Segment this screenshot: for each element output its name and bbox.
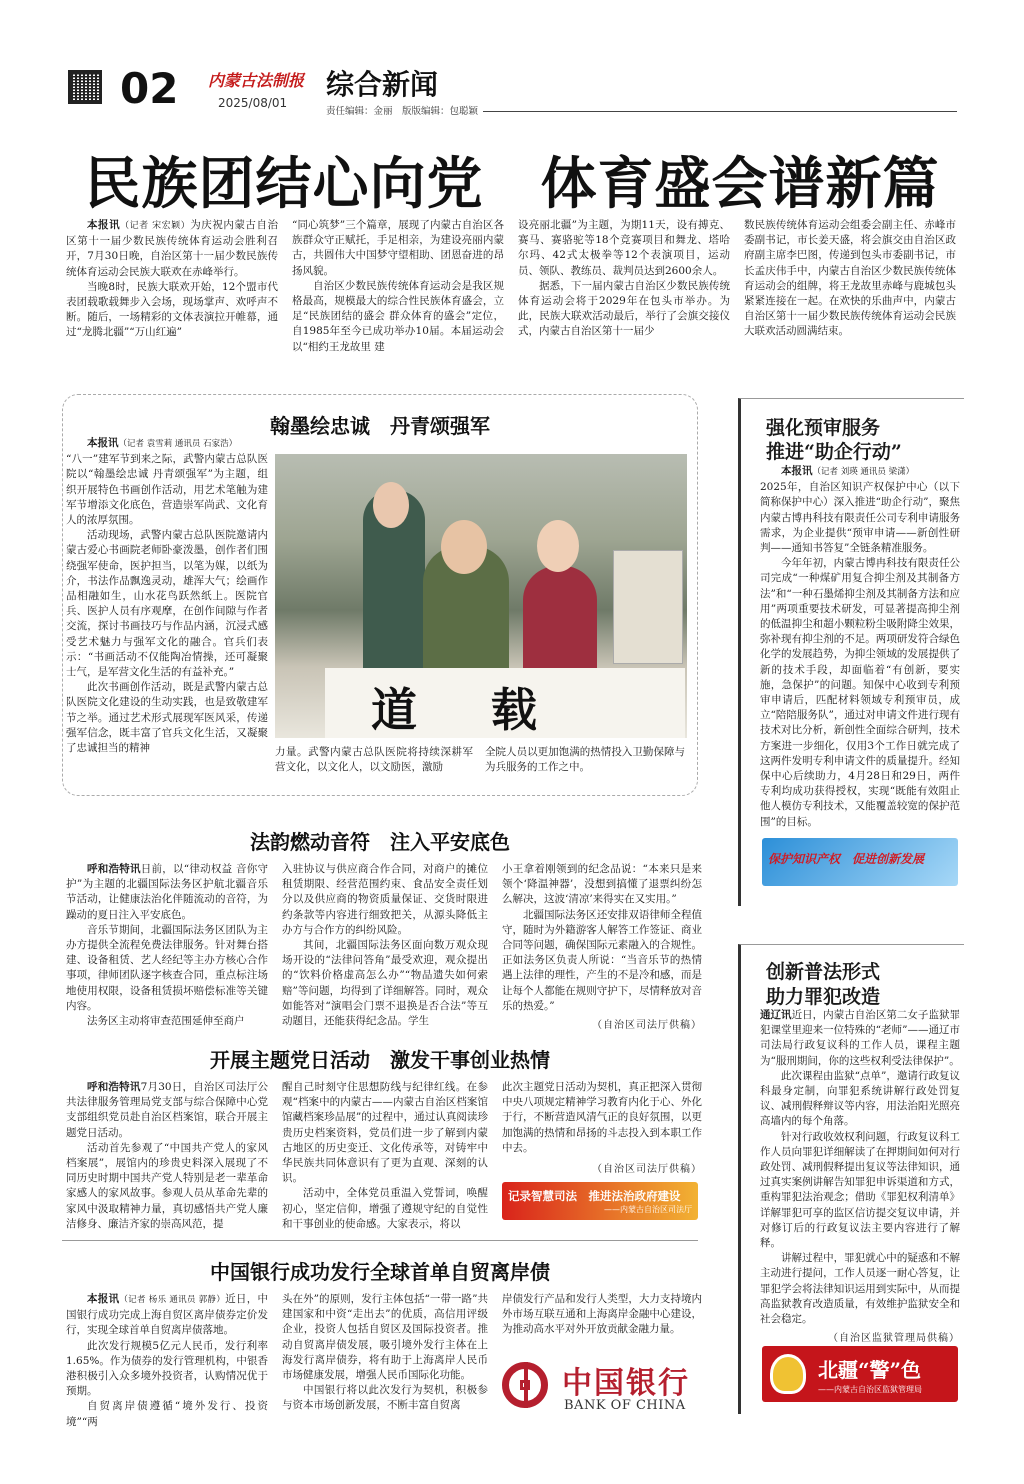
main-article-col2: “同心筑梦”三个篇章，展现了内蒙古自治区各族群众守正赋托，手足相亲，为建设亮丽内蒙古，共圆伟大中国梦守望相助、团恩奋进的昂扬风貌。 自治区少数民族传统体育运动会是我区规格最高，规模最大的综合性民族体育盛会，立足“民族团结的盛会 群众体育的盛会”定位，自1985年至今已成功举办10届。本届运动会以“相约王龙故里 建 <box>292 219 504 353</box>
prison-credit: （自治区监狱管理局供稿） <box>828 1333 960 1345</box>
photo-officer-face <box>441 520 487 574</box>
photo-easel <box>613 550 683 664</box>
party-day-col2: 醒自己时刻守住思想防线与纪律红线。在参观“档案中的内蒙古——内蒙古自治区档案馆馆藏档案珍品展”的过程中，通过认真阅读珍贵历史档案资料，党员们进一步了解到内蒙古地区的历史变迁、文化传承等，对铸牢中华民族共同体意识有了更为直观、深刻的认识。 活动中，全体党员重温入党誓词，唤醒初心，坚定信仰，增强了遵规守纪的自觉性和干事创业的使命感。大家表示，将以 <box>282 1081 488 1230</box>
main-byline: 本报讯 <box>87 219 121 231</box>
main-article-col1: 本报讯（记者 宋宏颖）为庆祝内蒙古自治区第十一届少数民族传统体育运动会胜利召开，7月30日晚，自治区第十一届少数民族传统体育运动会民族大联欢在赤峰举行。 当晚8时，民族大联欢开始，12个盟市代表团载歌载舞步入会场，现场掌声、欢呼声不断。随后，一场精彩的文体表演拉开帷幕，通过“龙腾北疆”“万山红遍” <box>66 219 278 339</box>
boc-col1: 本报讯（记者 杨乐 通讯员 郭静）近日，中国银行成功完成上海自贸区离岸债券定价发行，实现全球首单自贸离岸债落地。 此次发行规模5亿元人民币，发行利率1.65%。作为债券的发行管理机构，中银香港积极引入众多境外投资者，认购情况优于预期。 自贸离岸债遵循“境外发行、投资境”“两 <box>66 1293 269 1428</box>
prison-headline: 创新普法形式 助力罪犯改造 <box>766 961 881 1008</box>
calligraphy-headline: 翰墨绘忠诚 丹青颂强军 <box>270 414 490 438</box>
ip-headline: 强化预审服务 推进“助企行动” <box>766 417 902 463</box>
boc-col3: 岸债发行产品和发行人类型，大力支持境内外市场互联互通和上海离岸金融中心建设，为推动高水平对外开放贡献金融力量。 <box>502 1293 702 1336</box>
main-article-col3: 设亮丽北疆”为主题，为期11天，设有搏克、赛马、赛骆驼等18个竞赛项目和舞龙、塔哈尔玛、42式太极拳等12个表演项目，运动员、领队、教练员、裁判员达到2600余人。 据悉，下一届内蒙古自治区少数民族传统体育运动会将于2029年在包头市举办。为此，民族大联欢活动最后，举行了会旗交接仪式，内蒙古自治区第十一届少 <box>518 219 730 338</box>
party-day-headline: 开展主题党日活动 激发干事创业热情 <box>210 1048 550 1072</box>
music-festival-col2: 入驻协议与供应商合作合同，对商户的摊位租赁期限、经营范围约束、食品安全责任划分以及供应商的物资质量保证、交货时限进约条款等内容进行细致把关，从源头降低主办方与合作方的纠纷风险。 其间，北疆国际法务区面向数万观众现场开设的“法律问答角”最受欢迎，观众提出的“饮料价格虚高怎么办”“物品遗失如何索赔”等问题，均得到了详细解答。同时，观众如能答对“演唱会门票不退换是否合法”等互动题目，还能获得纪念品。学生 <box>282 863 488 1028</box>
photo-calligraphy-characters: 道 载 <box>371 683 551 737</box>
music-festival-col1: 呼和浩特讯日前，以“律动权益 音你守护”为主题的北疆国际法务区护航北疆音乐节活动，让健康法治化伴随流动的音符，为躁动的夏日注入平安底色。 音乐节期间，北疆国际法务区团队为主办方提供全流程免费法律服务。针对舞台搭建、设备租赁、艺人经纪等主办方核心合作事项，律师团队逐字核查合同，重点标注场地使用权限，设备租赁损坏赔偿标准等关键内容。 法务区主动将审查范围延伸至商户 <box>66 863 268 1028</box>
police-badge-icon <box>770 1354 806 1394</box>
calligraphy-text-col1: 本报讯（记者 袁雪莉 通讯员 石家浩） “八一”建军节到来之际，武警内蒙古总队医院以“翰墨绘忠诚 丹青颂强军”为主题，组织开展特色书画创作活动，用艺术笔触为建军节增添文化底色，营造崇军尚武、文化育人的浓厚氛围。 活动现场，武警内蒙古总队医院邀请内蒙古爱心书画院老师卧豪泼墨，创作者们围绕强军使命，医护担当，以笔为媒，以纸为介，书法作品飘逸灵动，雄浑大气；绘画作品相融如生，山水花鸟跃然纸上。医院官兵、医护人员有序观摩，在创作间隙与作者交流，探讨书画技巧与作品内涵，沉浸式感受艺术魅力与强军文化的融合。官兵们表示：“书画活动不仅能陶冶情操，还可凝聚士气，是军营文化生活的有益补充。” 此次书画创作活动，既是武警内蒙古总队医院文化建设的生动实践，也是致敬建军节之举。通过艺术形式展现军医风采，传递强军信念，既丰富了官兵文化生活，又凝聚了忠诚担当的精神 <box>66 437 268 755</box>
party-day-credit: （自治区司法厅供稿） <box>592 1164 702 1176</box>
page-number: 02 <box>120 64 179 113</box>
boc-col2: 头在外”的原则，发行主体包括“一带一路”共建国家和中资“走出去”的优质，高信用评级企业，投资人包括自贸区及国际投资者。推动自贸离岸债发展，吸引境外发行主体在上海发行离岸债券，将有助于上海离岸人民币市场健康发展，增强人民币国际化功能。 中国银行将以此次发行为契机，积极参与资本市场创新发展，不断丰富自贸离 <box>282 1293 488 1412</box>
qr-code <box>68 70 102 104</box>
boc-name-en: BANK OF CHINA <box>564 1398 686 1413</box>
boc-name-cn: 中国银行 <box>562 1366 690 1401</box>
party-day-col3: 此次主题党日活动为契机，真正把深入贯彻中央八项规定精神学习教育内化于心、外化于行，不断营造风清气正的良好氛围，以更加饱满的热情和昂扬的斗志投入到本职工作中去。 （自治区司法厅供稿） <box>502 1080 702 1177</box>
photo-artist-face <box>537 520 579 572</box>
police-banner: 北疆“警”色 ——内蒙古自治区监狱管理局 <box>762 1346 958 1402</box>
section-title: 综合新闻 <box>326 68 439 101</box>
photo-woman-left-face <box>373 482 409 528</box>
boc-emblem-icon <box>502 1362 548 1408</box>
music-festival-col3: 小王拿着刚领到的纪念品说：“本来只是来领个‘降温神器’，没想到搞懂了退票纠纷怎么解决，这波‘清凉’来得实在又实用。” 北疆国际法务区还安排双语律师全程值守，随时为外籍游客人解答工作签证、商业合同等问题，确保国际元素融入的合规性。正如法务区负责人所说：“当音乐节的热情遇上法律的理性，产生的不是冷和感，而是让每个人都能在规则守护下，尽情释放对音乐的热爱。” （自治区司法厅供稿） <box>502 862 702 1033</box>
section-divider <box>62 1240 698 1241</box>
smart-justice-banner: 记录智慧司法 推进法治政府建设 ——内蒙古自治区司法厅 <box>502 1182 698 1220</box>
issue-date: 2025/08/01 <box>218 96 288 110</box>
main-article-col4: 数民族传统体育运动会组委会副主任、赤峰市委副书记，市长姜天盛，将会旗交由自治区政府副主席李巴图，传递到包头市委副书记，市长孟庆伟手中，内蒙古自治区少数民族传统体育运动会的组牌，将王龙故里赤峰与鹿城包头紧紧连接在一起。在欢快的乐曲声中，内蒙古自治区第十一届少数民族传统体育运动会民族大联欢活动圆满结束。 <box>744 219 956 338</box>
calligraphy-text-col3: 全院人员以更加饱满的热情投入卫勤保障与为兵服务的工作之中。 <box>485 746 685 774</box>
calligraphy-photo <box>275 454 687 738</box>
boc-logo <box>502 1356 702 1416</box>
ip-banner: 保护知识产权 促进创新发展 <box>762 838 958 886</box>
music-festival-credit: （自治区司法厅供稿） <box>592 1020 702 1032</box>
prison-article: 通辽讯近日，内蒙古自治区第二女子监狱罪犯课堂里迎来一位特殊的“老师”——通辽市司法局行政复议科的工作人员，课程主题为“服刑期间，你的这些权利受法律保护”。 此次课程由监狱“点单”，邀请行政复议科最身定制，向罪犯系统讲解行政处罚复议、减刑假释辩议等内容，用法治阳光照亮高墙内的每个角落。 针对行政收效权利问题，行政复议科工作人员向罪犯详细解读了在押期间如何对行政处罚、减刑假释提出复议等法律知识，通过真实案例讲解告知罪犯申诉渠道和方式，重构罪犯法治观念；借助《罪犯权利清单》详解罪犯可享的监区信访提交复议申请，并对修订后的行政复议法主要内容进行了解释。 讲解过程中，罪犯就心中的疑惑和不解主动进行提问，工作人员逐一耐心答复，让罪犯学会将法律知识运用到实际中，从而提高监狱教育改造质量，有效维护监狱安全和社会稳定。 （自治区监狱管理局供稿） <box>760 1008 960 1346</box>
music-festival-headline: 法韵燃动音符 注入平安底色 <box>250 830 510 854</box>
editors-line: 责任编辑：金丽 版版编辑：包聪颖 <box>326 106 479 117</box>
party-day-col1: 呼和浩特讯7月30日，自治区司法厅公共法律服务管理局党支部与综合保障中心党支部组织党员赴自治区档案馆，联合开展主题党日活动。 活动首先参观了“中国共产党人的家风档案展”，展馆内的珍贵史料深入展现了不同历史时期中国共产党人特别是老一辈革命家感人的家风故事。参观人员从革命先辈的家风中汲取精神力量，真切感悟共产党人廉洁修身、廉洁齐家的崇高风范，提 <box>66 1081 269 1230</box>
boc-headline: 中国银行成功发行全球首单自贸离岸债 <box>210 1260 550 1284</box>
calligraphy-text-col2: 力量。武警内蒙古总队医院将持续深耕军营文化，以文化人，以文励医，激励 <box>275 746 473 774</box>
newspaper-logo: 内蒙古法制报 <box>208 71 305 90</box>
ip-article: 本报讯（记者 刘瑛 通讯员 梁潇） 2025年，自治区知识产权保护中心（以下简称保护中心）深入推进“助企行动”，聚焦内蒙古博冉科技有限责任公司专利申请服务需求，为企业提供“预审申请——新创性研判——通知书答复”全链条精准服务。 今年年初，内蒙古博冉科技有限责任公司完成“一种煤矿用复合抑尘剂及其制备方法”和“一种石墨烯抑尘剂及其制备方法和应用”两项重要技术研发，可显著提高抑尘剂的低温抑尘和超小颗粒粉尘吸附降尘效果，弥补现有抑尘剂的不足。两项研发符合绿色化学的发展趋势，为抑尘领域的发展提供了新的技术手段，却面临着“有创新，要实施，急保护”的问题。知保中心收到专利预审申请后，匹配材料领域专利预审员，成立“陪陪服务队”，通过对申请文件进行现有技术对比分析，新创性全面综合研判，技术方案进一步细化，仅用3个工作日就完成了这两件发明专利申请文件的质量提升。经知保中心后续助力，4月28日和29日，两件专利均成功获得授权，实现“既能有效阻止他人模仿专利技术，又能覆盖较宽的保护范围”的目标。 <box>760 465 960 828</box>
masthead-rule <box>483 111 957 112</box>
main-headline: 民族团结心向党 体育盛会谱新篇 <box>84 151 940 217</box>
